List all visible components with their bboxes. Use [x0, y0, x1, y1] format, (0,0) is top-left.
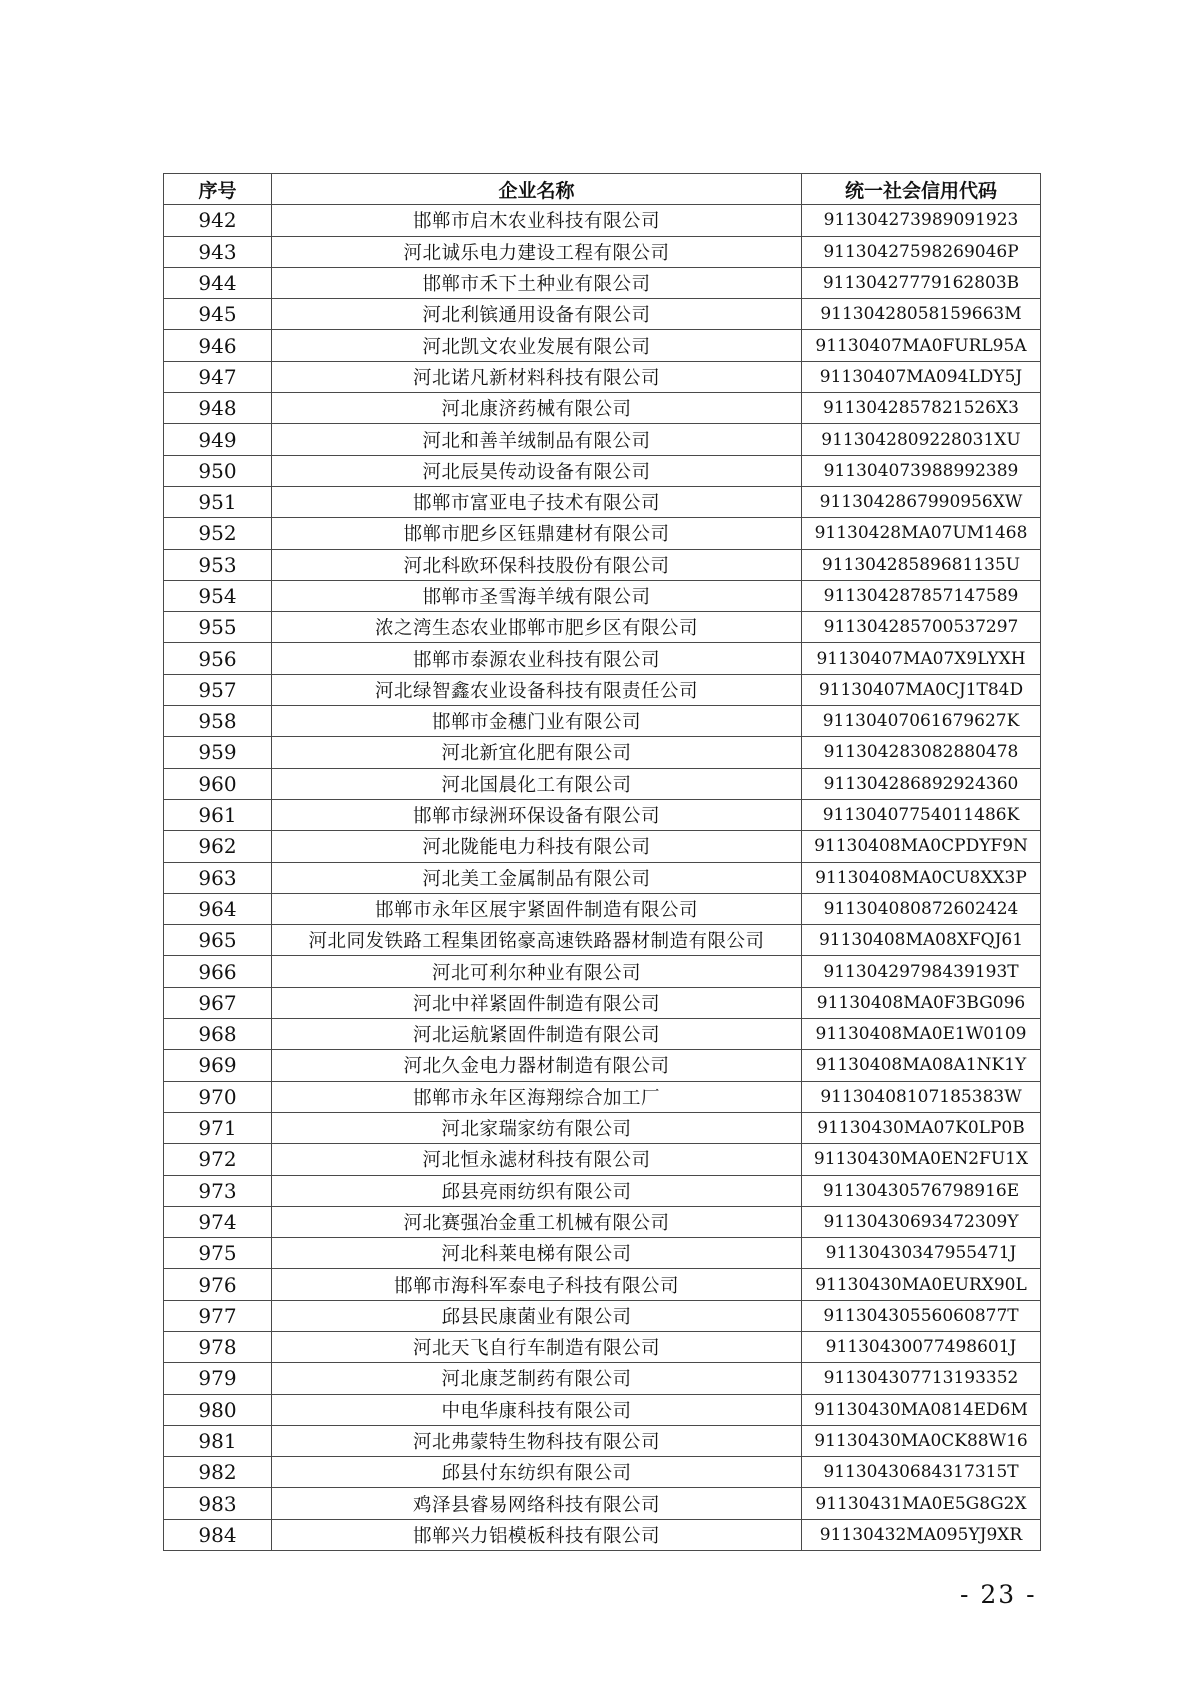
table-row — [164, 236, 1041, 267]
table-row — [164, 330, 1041, 361]
row-serial-number: 978 — [164, 1331, 272, 1362]
table-row — [164, 1269, 1041, 1300]
table-row — [164, 205, 1041, 236]
table-row — [164, 1394, 1041, 1425]
row-enterprise-name: 河北康济药械有限公司 — [272, 393, 802, 424]
row-enterprise-name: 邯郸市金穗门业有限公司 — [272, 706, 802, 737]
row-enterprise-name: 邯郸市绿洲环保设备有限公司 — [272, 799, 802, 830]
table-row — [164, 1300, 1041, 1331]
table-row — [164, 580, 1041, 611]
row-credit-code: 91130429798439193T — [802, 956, 1041, 987]
table-row — [164, 862, 1041, 893]
row-enterprise-name: 河北陇能电力科技有限公司 — [272, 831, 802, 862]
table-row — [164, 1331, 1041, 1362]
header-enterprise-name: 企业名称 — [272, 174, 802, 205]
row-credit-code: 91130427779162803B — [802, 267, 1041, 298]
row-enterprise-name: 邯郸市启木农业科技有限公司 — [272, 205, 802, 236]
row-serial-number: 966 — [164, 956, 272, 987]
row-credit-code: 911304286892924360 — [802, 768, 1041, 799]
table-row — [164, 1519, 1041, 1550]
row-serial-number: 964 — [164, 893, 272, 924]
table-row — [164, 518, 1041, 549]
row-credit-code: 91130407MA0FURL95A — [802, 330, 1041, 361]
row-enterprise-name: 邯郸市永年区展宇紧固件制造有限公司 — [272, 893, 802, 924]
row-serial-number: 954 — [164, 580, 272, 611]
table-row — [164, 1488, 1041, 1519]
row-credit-code: 91130432MA095YJ9XR — [802, 1519, 1041, 1550]
row-enterprise-name: 河北赛强冶金重工机械有限公司 — [272, 1206, 802, 1237]
table-row — [164, 831, 1041, 862]
row-enterprise-name: 河北诚乐电力建设工程有限公司 — [272, 236, 802, 267]
row-serial-number: 967 — [164, 987, 272, 1018]
row-serial-number: 953 — [164, 549, 272, 580]
table-row — [164, 1425, 1041, 1456]
row-enterprise-name: 河北科莱电梯有限公司 — [272, 1238, 802, 1269]
row-credit-code: 91130430MA07K0LP0B — [802, 1112, 1041, 1143]
table-row — [164, 643, 1041, 674]
row-credit-code: 91130430MA0EN2FU1X — [802, 1144, 1041, 1175]
table-row — [164, 299, 1041, 330]
table-row — [164, 1206, 1041, 1237]
row-credit-code: 911304073988992389 — [802, 455, 1041, 486]
row-credit-code: 91130430684317315T — [802, 1457, 1041, 1488]
row-enterprise-name: 鸡泽县睿易网络科技有限公司 — [272, 1488, 802, 1519]
row-enterprise-name: 河北可利尔种业有限公司 — [272, 956, 802, 987]
row-enterprise-name: 河北凯文农业发展有限公司 — [272, 330, 802, 361]
row-enterprise-name: 邯郸兴力铝模板科技有限公司 — [272, 1519, 802, 1550]
row-credit-code: 91130430MA0EURX90L — [802, 1269, 1041, 1300]
row-enterprise-name: 河北恒永滤材科技有限公司 — [272, 1144, 802, 1175]
table-row — [164, 486, 1041, 517]
row-credit-code: 91130430077498601J — [802, 1331, 1041, 1362]
row-enterprise-name: 河北运航紧固件制造有限公司 — [272, 1019, 802, 1050]
row-serial-number: 984 — [164, 1519, 272, 1550]
row-enterprise-name: 河北天飞自行车制造有限公司 — [272, 1331, 802, 1362]
row-credit-code: 91130430MA0CK88W16 — [802, 1425, 1041, 1456]
row-serial-number: 981 — [164, 1425, 272, 1456]
row-credit-code: 91130407MA07X9LYXH — [802, 643, 1041, 674]
row-credit-code: 911304080872602424 — [802, 893, 1041, 924]
row-enterprise-name: 河北家瑞家纺有限公司 — [272, 1112, 802, 1143]
row-serial-number: 956 — [164, 643, 272, 674]
row-enterprise-name: 河北辰昊传动设备有限公司 — [272, 455, 802, 486]
table-row — [164, 987, 1041, 1018]
row-serial-number: 971 — [164, 1112, 272, 1143]
row-credit-code: 91130431MA0E5G8G2X — [802, 1488, 1041, 1519]
row-serial-number: 974 — [164, 1206, 272, 1237]
row-serial-number: 946 — [164, 330, 272, 361]
table-row — [164, 267, 1041, 298]
page-number: - 23 - — [960, 1580, 1037, 1609]
row-serial-number: 980 — [164, 1394, 272, 1425]
row-credit-code: 91130408MA0E1W0109 — [802, 1019, 1041, 1050]
row-enterprise-name: 河北绿智鑫农业设备科技有限责任公司 — [272, 674, 802, 705]
row-enterprise-name: 中电华康科技有限公司 — [272, 1394, 802, 1425]
table-row — [164, 799, 1041, 830]
row-credit-code: 91130430576798916E — [802, 1175, 1041, 1206]
row-credit-code: 91130430MA0814ED6M — [802, 1394, 1041, 1425]
row-enterprise-name: 邯郸市泰源农业科技有限公司 — [272, 643, 802, 674]
row-enterprise-name: 邱县民康菌业有限公司 — [272, 1300, 802, 1331]
row-serial-number: 972 — [164, 1144, 272, 1175]
row-serial-number: 958 — [164, 706, 272, 737]
row-credit-code: 91130407754011486K — [802, 799, 1041, 830]
row-serial-number: 975 — [164, 1238, 272, 1269]
row-serial-number: 969 — [164, 1050, 272, 1081]
table-row — [164, 361, 1041, 392]
table-row — [164, 768, 1041, 799]
table-header-row — [164, 174, 1041, 205]
row-credit-code: 911304273989091923 — [802, 205, 1041, 236]
row-credit-code: 91130407061679627K — [802, 706, 1041, 737]
enterprise-table — [163, 173, 1041, 1551]
table-row — [164, 893, 1041, 924]
row-enterprise-name: 河北同发铁路工程集团铭豪高速铁路器材制造有限公司 — [272, 925, 802, 956]
row-credit-code: 91130427598269046P — [802, 236, 1041, 267]
row-enterprise-name: 河北康芝制药有限公司 — [272, 1363, 802, 1394]
row-serial-number: 950 — [164, 455, 272, 486]
row-credit-code: 91130408107185383W — [802, 1081, 1041, 1112]
row-credit-code: 911304307713193352 — [802, 1363, 1041, 1394]
row-credit-code: 91130430347955471J — [802, 1238, 1041, 1269]
row-serial-number: 951 — [164, 486, 272, 517]
row-serial-number: 979 — [164, 1363, 272, 1394]
row-enterprise-name: 河北美工金属制品有限公司 — [272, 862, 802, 893]
row-credit-code: 91130408MA08XFQJ61 — [802, 925, 1041, 956]
row-serial-number: 942 — [164, 205, 272, 236]
row-credit-code: 91130430693472309Y — [802, 1206, 1041, 1237]
table-row — [164, 1144, 1041, 1175]
table-row — [164, 1112, 1041, 1143]
row-enterprise-name: 河北弗蒙特生物科技有限公司 — [272, 1425, 802, 1456]
row-enterprise-name: 河北诺凡新材料科技有限公司 — [272, 361, 802, 392]
row-enterprise-name: 河北利镔通用设备有限公司 — [272, 299, 802, 330]
row-serial-number: 961 — [164, 799, 272, 830]
row-credit-code: 91130428589681135U — [802, 549, 1041, 580]
row-credit-code: 91130408MA08A1NK1Y — [802, 1050, 1041, 1081]
row-serial-number: 977 — [164, 1300, 272, 1331]
row-serial-number: 973 — [164, 1175, 272, 1206]
row-enterprise-name: 河北和善羊绒制品有限公司 — [272, 424, 802, 455]
row-enterprise-name: 河北中祥紧固件制造有限公司 — [272, 987, 802, 1018]
row-credit-code: 9113042809228031XU — [802, 424, 1041, 455]
table-row — [164, 612, 1041, 643]
row-serial-number: 944 — [164, 267, 272, 298]
row-serial-number: 960 — [164, 768, 272, 799]
table-row — [164, 424, 1041, 455]
row-credit-code: 9113042857821526X3 — [802, 393, 1041, 424]
row-credit-code: 911304283082880478 — [802, 737, 1041, 768]
row-credit-code: 911304287857147589 — [802, 580, 1041, 611]
row-serial-number: 962 — [164, 831, 272, 862]
header-credit-code: 统一社会信用代码 — [802, 174, 1041, 205]
row-serial-number: 968 — [164, 1019, 272, 1050]
row-credit-code: 91130428058159663M — [802, 299, 1041, 330]
row-credit-code: 91130430556060877T — [802, 1300, 1041, 1331]
table-body — [164, 205, 1041, 1551]
row-enterprise-name: 邱县亮雨纺织有限公司 — [272, 1175, 802, 1206]
row-serial-number: 947 — [164, 361, 272, 392]
row-serial-number: 982 — [164, 1457, 272, 1488]
row-serial-number: 965 — [164, 925, 272, 956]
row-serial-number: 957 — [164, 674, 272, 705]
row-enterprise-name: 河北国晨化工有限公司 — [272, 768, 802, 799]
table-row — [164, 1019, 1041, 1050]
table-row — [164, 455, 1041, 486]
row-enterprise-name: 河北科欧环保科技股份有限公司 — [272, 549, 802, 580]
row-serial-number: 976 — [164, 1269, 272, 1300]
row-enterprise-name: 邯郸市富亚电子技术有限公司 — [272, 486, 802, 517]
row-enterprise-name: 邯郸市永年区海翔综合加工厂 — [272, 1081, 802, 1112]
row-serial-number: 970 — [164, 1081, 272, 1112]
table-row — [164, 1457, 1041, 1488]
table-row — [164, 1363, 1041, 1394]
row-enterprise-name: 河北久金电力器材制造有限公司 — [272, 1050, 802, 1081]
row-enterprise-name: 邯郸市海科军泰电子科技有限公司 — [272, 1269, 802, 1300]
row-credit-code: 911304285700537297 — [802, 612, 1041, 643]
table-row — [164, 393, 1041, 424]
row-credit-code: 91130408MA0CU8XX3P — [802, 862, 1041, 893]
header-serial-number: 序号 — [164, 174, 272, 205]
row-enterprise-name: 邯郸市圣雪海羊绒有限公司 — [272, 580, 802, 611]
table-row — [164, 1175, 1041, 1206]
row-credit-code: 91130428MA07UM1468 — [802, 518, 1041, 549]
row-credit-code: 91130407MA0CJ1T84D — [802, 674, 1041, 705]
row-serial-number: 948 — [164, 393, 272, 424]
row-enterprise-name: 邯郸市禾下土种业有限公司 — [272, 267, 802, 298]
table-row — [164, 925, 1041, 956]
row-credit-code: 9113042867990956XW — [802, 486, 1041, 517]
row-serial-number: 983 — [164, 1488, 272, 1519]
row-enterprise-name: 邯郸市肥乡区钰鼎建材有限公司 — [272, 518, 802, 549]
table-row — [164, 1081, 1041, 1112]
row-credit-code: 91130408MA0F3BG096 — [802, 987, 1041, 1018]
table-row — [164, 1238, 1041, 1269]
row-serial-number: 945 — [164, 299, 272, 330]
table-row — [164, 549, 1041, 580]
row-serial-number: 943 — [164, 236, 272, 267]
row-credit-code: 91130408MA0CPDYF9N — [802, 831, 1041, 862]
table-row — [164, 737, 1041, 768]
table-row — [164, 706, 1041, 737]
row-serial-number: 959 — [164, 737, 272, 768]
row-enterprise-name: 河北新宜化肥有限公司 — [272, 737, 802, 768]
table-row — [164, 1050, 1041, 1081]
row-enterprise-name: 浓之湾生态农业邯郸市肥乡区有限公司 — [272, 612, 802, 643]
row-serial-number: 952 — [164, 518, 272, 549]
table-row — [164, 674, 1041, 705]
row-serial-number: 949 — [164, 424, 272, 455]
row-serial-number: 963 — [164, 862, 272, 893]
row-serial-number: 955 — [164, 612, 272, 643]
row-enterprise-name: 邱县付东纺织有限公司 — [272, 1457, 802, 1488]
row-credit-code: 91130407MA094LDY5J — [802, 361, 1041, 392]
table-row — [164, 956, 1041, 987]
